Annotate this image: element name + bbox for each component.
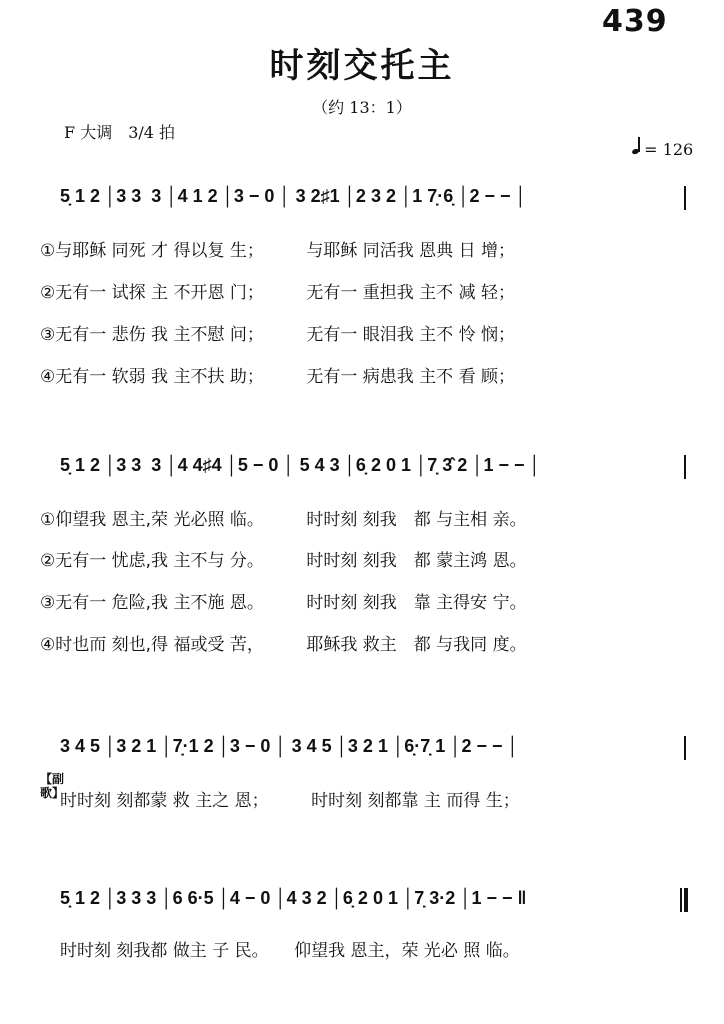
notation-line-1: 5̣ 1 2 │3 3 3 │4 1 2 │3 − 0 │ 3 2♯1 │2 3 2 │1 7̣·6̣ │2 − − │ (60, 186, 527, 206)
lyric-line: ③无有一 悲伤 我 主不慰 问； 无有一 眼泪我 主不 怜 悯； (40, 325, 515, 345)
key-signature: F 大调 3/4 拍 (64, 123, 176, 142)
lyric-line: ④时也而 刻也,得 福或受 苦， 耶稣我 救主 都 与我同 度。 (40, 635, 527, 655)
barline-end-3 (684, 736, 686, 760)
notation-line-3: 3 4 5 │3 2 1 │7̣·1 2 │3 − 0 │ 3 4 5 │3 2 1 │6̣·7̣ 1 │2 − − │ (60, 736, 519, 756)
lyric-line: 时时刻 刻我都 做主 子 民。 仰望我 恩主，荣 光必 照 临。 (60, 941, 520, 961)
barline-end-2 (684, 455, 686, 479)
chorus-label: 【副歌】 (40, 772, 65, 800)
lyric-line: ④无有一 软弱 我 主不扶 助； 无有一 病患我 主不 看 顾； (40, 367, 515, 387)
tempo-value: = 126 (644, 140, 694, 159)
page-number: 439 (602, 4, 668, 39)
lyric-line: ③无有一 危险,我 主不施 恩。 时时刻 刻我 靠 主得安 宁。 (40, 593, 527, 613)
notation-line-4: 5̣ 1 2 │3 3 3 │6 6·5 │4 − 0 │4 3 2 │6̣ 2 0 1 │7̣ 3·2 │1 − − ‖ (60, 888, 527, 908)
barline-final-thick (684, 888, 688, 912)
barline-final-thin (680, 888, 682, 912)
tempo-marking (622, 118, 693, 159)
barline-end-1 (684, 186, 686, 210)
quarter-note-icon (632, 137, 642, 155)
lyric-line: ②无有一 试探 主 不开恩 门； 无有一 重担我 主不 减 轻； (40, 283, 515, 303)
lyric-line: ②无有一 忧虑,我 主不与 分。 时时刻 刻我 都 蒙主鸿 恩。 (40, 551, 527, 571)
lyric-line: 时时刻 刻都蒙 救 主之 恩； 时时刻 刻都靠 主 而得 生； (60, 791, 520, 811)
lyric-line: ①仰望我 恩主,荣 光必照 临。 时时刻 刻我 都 与主相 亲。 (40, 510, 527, 530)
hymn-title: 时刻交托主 (269, 46, 455, 86)
lyric-line: ①与耶稣 同死 才 得以复 生； 与耶稣 同活我 恩典 日 增； (40, 241, 515, 261)
scripture-reference: （约 13：1） (312, 98, 412, 117)
notation-line-2: 5̣ 1 2 │3 3 3 │4 4♯4 │5 − 0 │ 5 4 3 │6̣ 2 0 1 │7̣ 3̂ 2 │1 − − │ (60, 455, 541, 475)
